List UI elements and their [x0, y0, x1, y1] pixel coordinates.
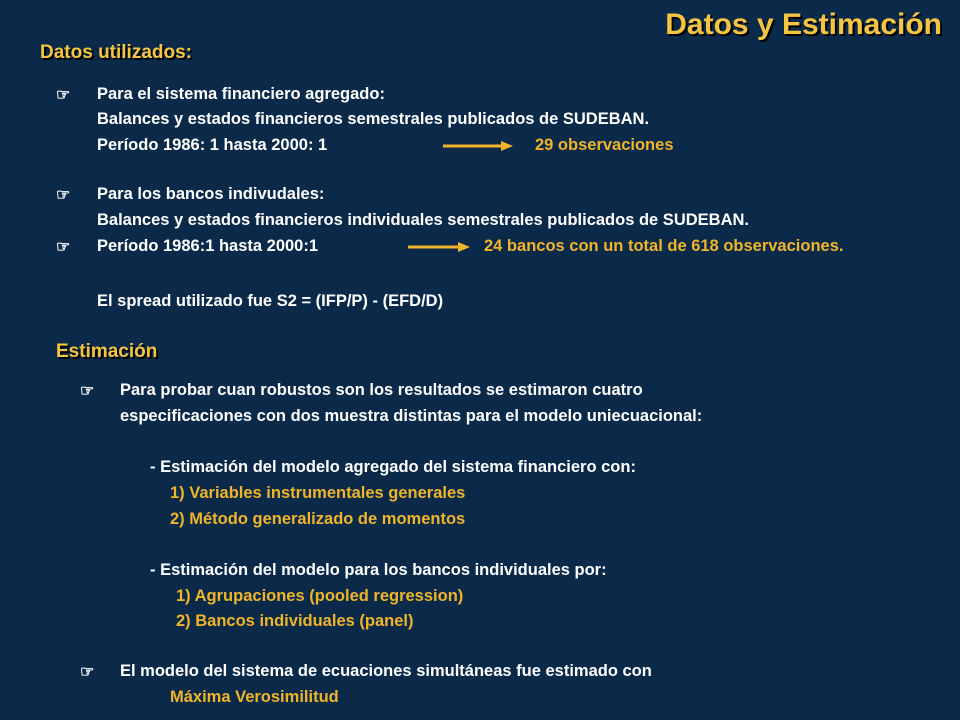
est-agg-item2: 2) Método generalizado de momentos — [170, 510, 466, 528]
datos-spread: El spread utilizado fue S2 = (IFP/P) - (EFD/D) — [97, 292, 444, 310]
est-agg-title: - Estimación del modelo agregado del sistema financiero con: — [150, 458, 636, 476]
datos-b1-result: 29 observaciones — [535, 136, 674, 154]
est-agg-item1: 1) Variables instrumentales generales — [170, 484, 466, 502]
est-ind-item2: 2) Bancos individuales (panel) — [176, 612, 414, 630]
bullet-icon: ☞ — [80, 664, 95, 681]
est-p1-line2: especificaciones con dos muestra distintas para el modelo uniecuacional: — [120, 407, 703, 425]
section-heading-estimacion: Estimación — [56, 341, 158, 362]
right-arrow-icon — [443, 140, 513, 152]
datos-b3-line1: Período 1986:1 hasta 2000:1 — [97, 237, 319, 255]
bullet-icon: ☞ — [56, 87, 71, 104]
est-p2-line2: Máxima Verosimilitud — [170, 688, 339, 706]
bullet-icon: ☞ — [56, 187, 71, 204]
datos-b1-line2: Balances y estados financieros semestrales publicados de SUDEBAN. — [97, 110, 650, 128]
bullet-icon: ☞ — [56, 239, 71, 256]
bullet-icon: ☞ — [80, 383, 95, 400]
datos-b1-line3: Período 1986: 1 hasta 2000: 1 — [97, 136, 328, 154]
est-ind-item1: 1) Agrupaciones (pooled regression) — [176, 587, 464, 605]
est-ind-title: - Estimación del modelo para los bancos individuales por: — [150, 561, 607, 579]
right-arrow-icon — [408, 241, 470, 253]
datos-b3-result: 24 bancos con un total de 618 observaciones. — [484, 237, 844, 255]
est-p2-line1: El modelo del sistema de ecuaciones simultáneas fue estimado con — [120, 662, 652, 680]
est-p1-line1: Para probar cuan robustos son los resultados se estimaron cuatro — [120, 381, 643, 399]
datos-b1-line1: Para el sistema financiero agregado: — [97, 85, 385, 103]
page-title: Datos y Estimación — [665, 8, 942, 41]
datos-b2-line2: Balances y estados financieros individuales semestrales publicados de SUDEBAN. — [97, 211, 749, 229]
datos-b2-line1: Para los bancos indivudales: — [97, 185, 325, 203]
section-heading-datos: Datos utilizados: — [40, 42, 193, 63]
